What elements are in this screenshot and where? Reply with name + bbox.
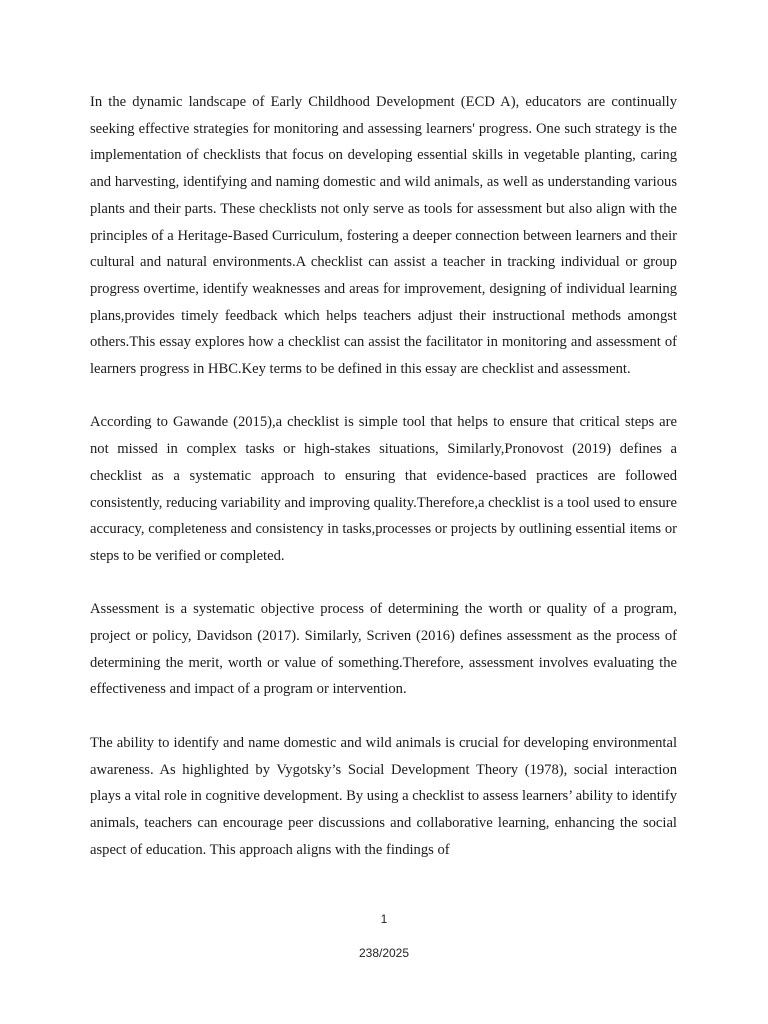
- page-number: 1: [380, 912, 388, 926]
- document-body: [90, 89, 677, 863]
- paragraph-checklist-definition: According to Gawande (2015),a checklist is simple tool that helps to ensure that critical steps are not missed in complex tasks or high-stakes situations, Similarly,Pronovost (2019) defines a checklist as a systematic approach to ensuring that evidence-based practices are followed consistently, reducing variability and improving quality.Therefore,a checklist is a tool used to ensure accuracy, completeness and consistency in tasks,processes or projects by outlining essential items or steps to be verified or completed.: [90, 414, 677, 564]
- paragraph-introduction: In the dynamic landscape of Early Childhood Development (ECD A), educators are continually seeking effective strategies for monitoring and assessing learners' progress. One such strategy is the implementation of checklists that focus on developing essential skills in vegetable planting, caring and harvesting, identifying and naming domestic and wild animals, as well as understanding various plants and their parts. These checklists not only serve as tools for assessment but also align with the principles of a Heritage-Based Curriculum, fostering a deeper connection between learners and their cultural and natural environments.A checklist can assist a teacher in tracking individual or group progress overtime, identify weaknesses and areas for improvement, designing of individual learning plans,provides timely feedback which helps teachers adjust their instructional methods amongst others.This essay explores how a checklist can assist the facilitator in monitoring and assessment of learners progress in HBC.Key terms to be defined in this essay are checklist and assessment.: [90, 94, 677, 378]
- paragraph-assessment-definition: Assessment is a systematic objective process of determining the worth or quality of a program, project or policy, Davidson (2017). Similarly, Scriven (2016) defines assessment as the process of determining the merit, worth or value of something.Therefore, assessment involves evaluating the effectiveness and impact of a program or intervention.: [90, 601, 677, 698]
- footer-reference: 238/2025: [358, 946, 410, 960]
- paragraph-animal-identification: The ability to identify and name domestic and wild animals is crucial for developing environmental awareness. As highlighted by Vygotsky’s Social Development Theory (1978), social interaction plays a vital role in cognitive development. By using a checklist to assess learners’ ability to identify animals, teachers can encourage peer discussions and collaborative learning, enhancing the social aspect of education. This approach aligns with the findings of: [90, 734, 677, 858]
